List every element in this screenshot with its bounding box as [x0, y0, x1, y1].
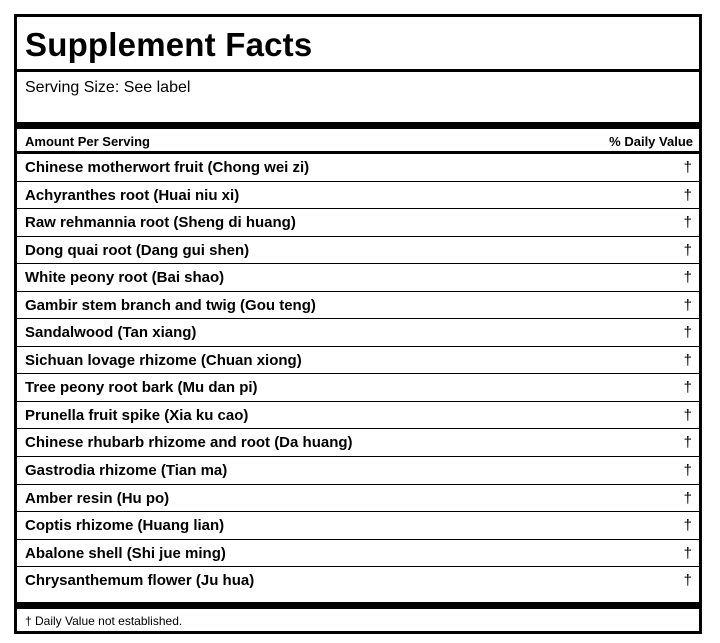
- ingredient-name: Prunella fruit spike (Xia ku cao): [25, 406, 249, 424]
- ingredient-row: [17, 154, 699, 182]
- ingredient-row: [17, 237, 699, 265]
- ingredient-name: Chinese motherwort fruit (Chong wei zi): [25, 159, 310, 176]
- ingredient-name: Dong quai root (Dang gui shen): [25, 241, 250, 259]
- panel-title: Supplement Facts: [25, 26, 313, 63]
- ingredient-daily-value: †: [683, 434, 692, 452]
- ingredient-daily-value: †: [683, 489, 692, 507]
- ingredient-row: [17, 319, 699, 347]
- ingredient-name: Abalone shell (Shi jue ming): [25, 544, 226, 562]
- ingredient-list: [17, 154, 699, 595]
- ingredient-daily-value: †: [683, 159, 692, 176]
- ingredient-row: [17, 402, 699, 430]
- ingredient-daily-value: †: [683, 379, 692, 397]
- ingredient-name: Amber resin (Hu po): [25, 489, 170, 507]
- ingredient-daily-value: †: [683, 351, 692, 369]
- ingredient-name: Sichuan lovage rhizome (Chuan xiong): [25, 351, 302, 369]
- ingredient-row: [17, 374, 699, 402]
- ingredient-daily-value: †: [683, 296, 692, 314]
- ingredient-name: Achyranthes root (Huai niu xi): [25, 186, 240, 204]
- ingredient-name: Chinese rhubarb rhizome and root (Da huang): [25, 434, 353, 452]
- ingredient-row: [17, 512, 699, 540]
- footnote: † Daily Value not established.: [25, 614, 183, 628]
- ingredient-daily-value: †: [683, 572, 692, 590]
- ingredient-row: [17, 264, 699, 292]
- supplement-facts-panel: [14, 14, 702, 634]
- ingredient-daily-value: †: [683, 462, 692, 480]
- daily-value-header: % Daily Value: [609, 134, 693, 149]
- ingredient-daily-value: †: [683, 406, 692, 424]
- ingredient-row: [17, 209, 699, 237]
- ingredient-daily-value: †: [683, 241, 692, 259]
- ingredient-name: Tree peony root bark (Mu dan pi): [25, 379, 258, 397]
- ingredient-row: [17, 485, 699, 513]
- ingredient-name: Coptis rhizome (Huang lian): [25, 517, 225, 535]
- thick-divider-bottom: [17, 602, 699, 609]
- ingredient-name: White peony root (Bai shao): [25, 269, 225, 287]
- ingredient-daily-value: †: [683, 269, 692, 287]
- ingredient-daily-value: †: [683, 214, 692, 232]
- column-header-row: [17, 129, 699, 154]
- serving-size: Serving Size: See label: [25, 79, 191, 96]
- ingredient-name: Raw rehmannia root (Sheng di huang): [25, 214, 296, 232]
- ingredient-daily-value: †: [683, 324, 692, 342]
- ingredient-row: [17, 540, 699, 568]
- ingredient-name: Gastrodia rhizome (Tian ma): [25, 462, 228, 480]
- ingredient-name: Chrysanthemum flower (Ju hua): [25, 572, 255, 590]
- ingredient-row: [17, 567, 699, 595]
- thick-divider-top: [17, 122, 699, 129]
- ingredient-row: [17, 182, 699, 210]
- amount-per-serving-header: Amount Per Serving: [25, 134, 150, 149]
- ingredient-row: [17, 457, 699, 485]
- ingredient-row: [17, 347, 699, 375]
- ingredient-name: Gambir stem branch and twig (Gou teng): [25, 296, 316, 314]
- ingredient-daily-value: †: [683, 544, 692, 562]
- ingredient-daily-value: †: [683, 186, 692, 204]
- ingredient-name: Sandalwood (Tan xiang): [25, 324, 197, 342]
- ingredient-row: [17, 429, 699, 457]
- ingredient-row: [17, 292, 699, 320]
- title-divider: [17, 69, 699, 72]
- ingredient-daily-value: †: [683, 517, 692, 535]
